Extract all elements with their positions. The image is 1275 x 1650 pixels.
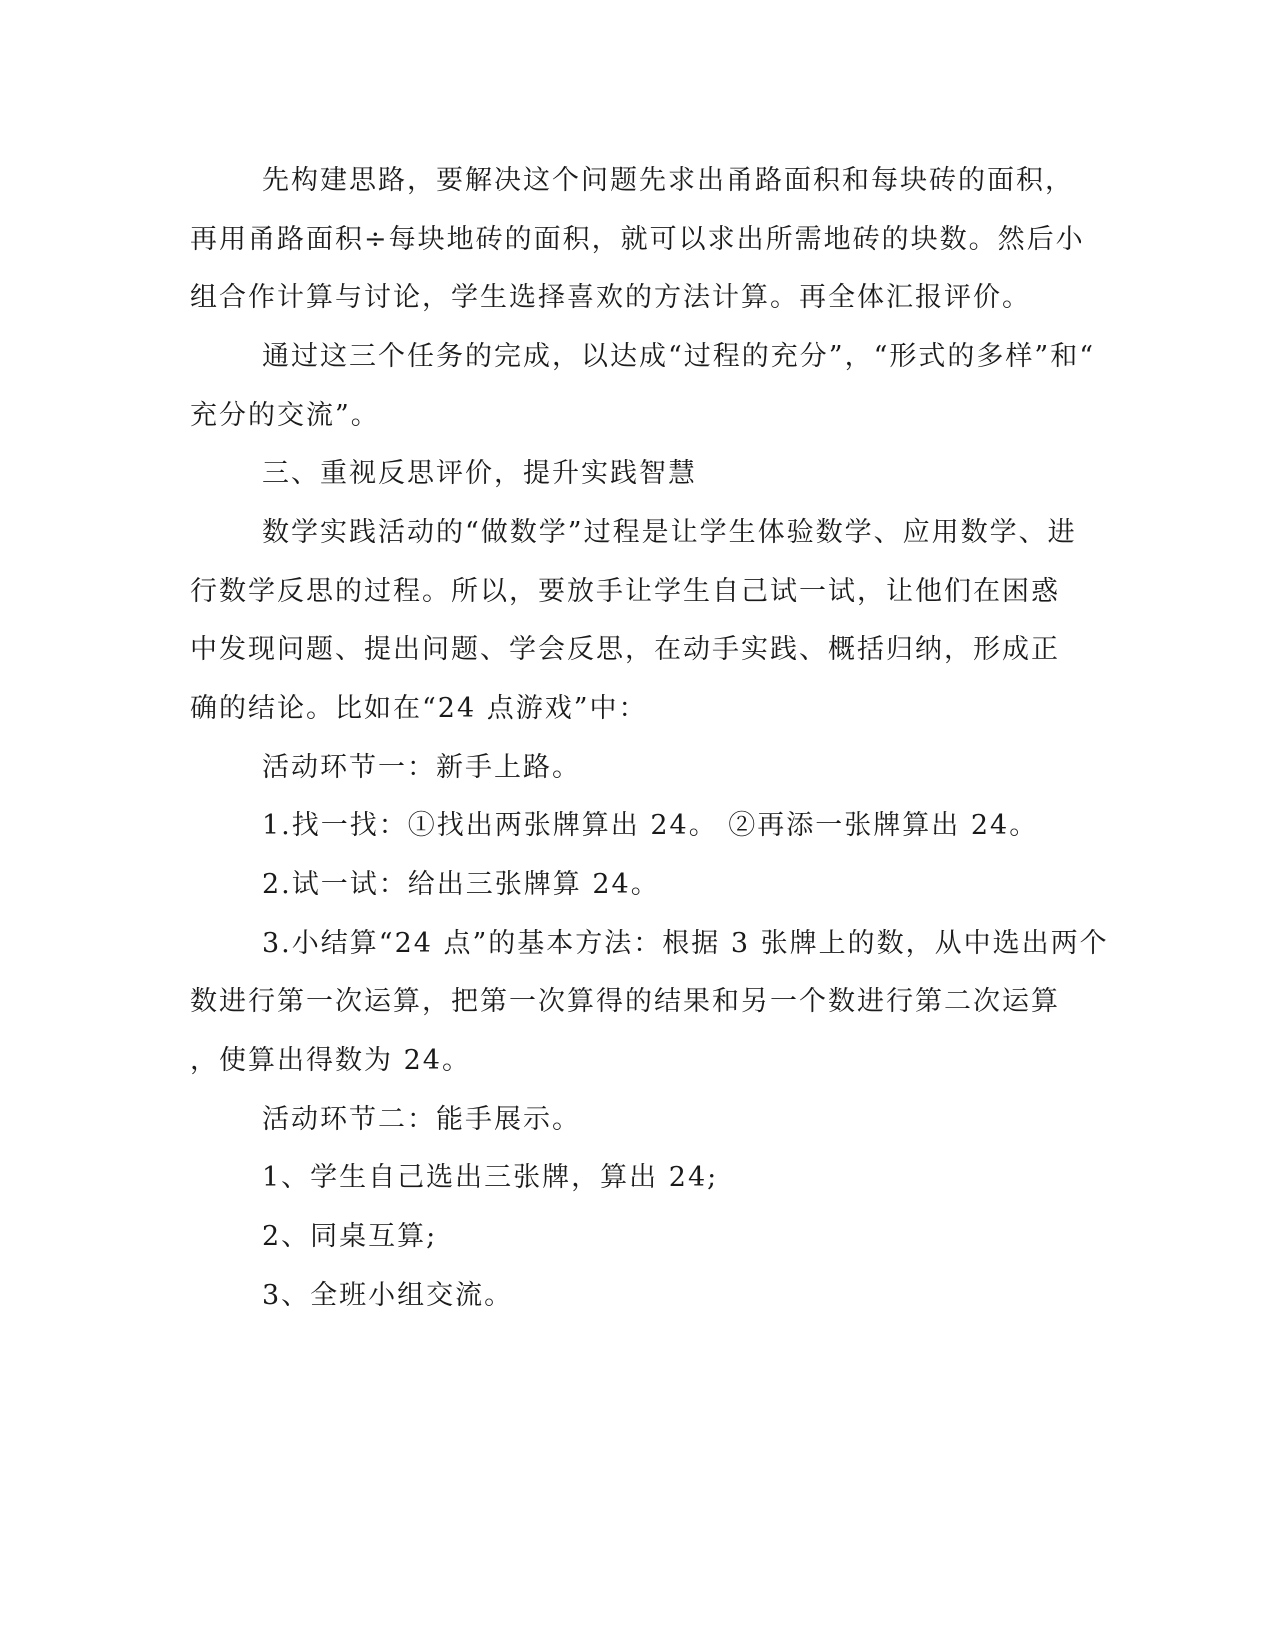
list-item: 2.试一试：给出三张牌算 24。 — [262, 869, 660, 900]
list-item: 3.小结算“24 点”的基本方法：根据 3 张牌上的数，从中选出两个 — [262, 928, 1109, 959]
paragraph-line: 通过这三个任务的完成，以达成“过程的充分”，“形式的多样”和“ — [262, 341, 1096, 372]
list-item: 3、全班小组交流。 — [262, 1280, 514, 1311]
paragraph-line: 数进行第一次运算，把第一次算得的结果和另一个数进行第二次运算 — [190, 986, 1060, 1017]
paragraph-line: 活动环节一：新手上路。 — [262, 752, 581, 783]
paragraph-line: 先构建思路，要解决这个问题先求出甬路面积和每块砖的面积， — [262, 165, 1074, 196]
paragraph-line: 活动环节二：能手展示。 — [262, 1104, 581, 1135]
list-item: 1、学生自己选出三张牌，算出 24; — [262, 1162, 719, 1193]
paragraph-line: 确的结论。比如在“24 点游戏”中： — [190, 693, 648, 724]
paragraph-line: 组合作计算与讨论，学生选择喜欢的方法计算。再全体汇报评价。 — [190, 282, 1031, 313]
paragraph-line: ，使算出得数为 24。 — [190, 1045, 471, 1076]
list-item: 1.找一找：①找出两张牌算出 24。 ②再添一张牌算出 24。 — [262, 810, 1039, 841]
paragraph-line: 充分的交流”。 — [190, 400, 380, 431]
list-item: 2、同桌互算; — [262, 1221, 438, 1252]
paragraph-line: 数学实践活动的“做数学”过程是让学生体验数学、应用数学、进 — [262, 517, 1077, 548]
section-heading: 三、重视反思评价，提升实践智慧 — [262, 458, 697, 489]
paragraph-line: 行数学反思的过程。所以，要放手让学生自己试一试，让他们在困惑 — [190, 576, 1060, 607]
paragraph-line: 再用甬路面积÷每块地砖的面积，就可以求出所需地砖的块数。然后小 — [190, 224, 1085, 255]
paragraph-line: 中发现问题、提出问题、学会反思，在动手实践、概括归纳，形成正 — [190, 634, 1060, 665]
